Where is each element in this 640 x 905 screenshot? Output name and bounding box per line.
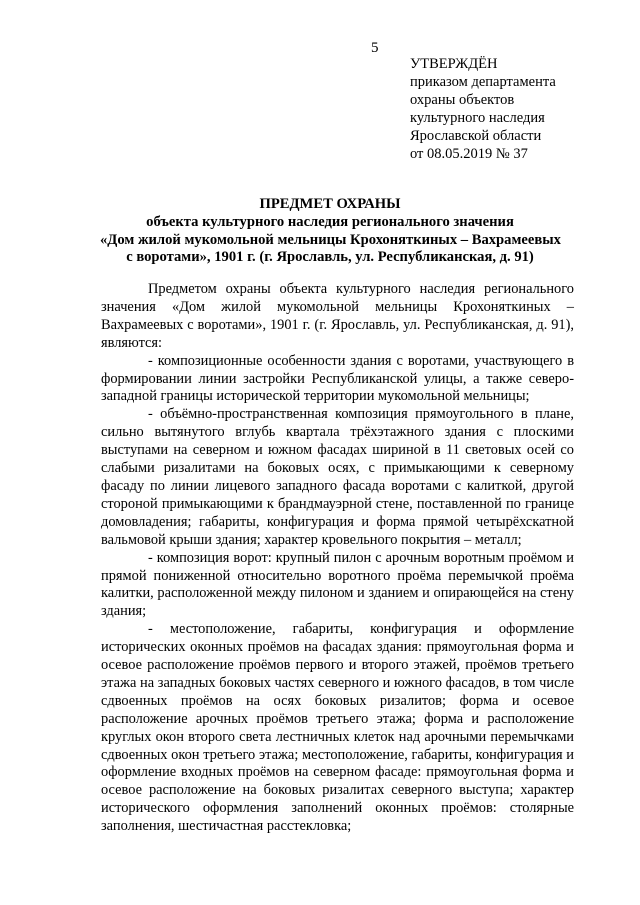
heading-line: объекта культурного наследия регионального значения [146,213,514,230]
approval-line: от 08.05.2019 № 37 [410,146,528,162]
approval-block [410,55,556,163]
approval-line: УТВЕРЖДЁН [410,56,498,72]
approval-line: Ярославской области [410,128,542,144]
list-item: - композиционные особенности здания с воротами, участвующего в формировании линии застройки Республиканской улицы, а также северо-западной границы исторической территории мукомольной мельницы; [101,352,574,405]
heading-line: «Дом жилой мукомольной мельницы Крохоняткиных – Вахрамеевых [100,231,561,248]
intro-paragraph: Предметом охраны объекта культурного наследия регионального значения «Дом жилой мукомольной мельницы Крохоняткиных – Вахрамеевых с воротами», 1901 г. (г. Ярославль, ул. Республиканская, д. 91), являются: [101,281,574,351]
approval-line: приказом департамента [410,74,556,90]
page-number: 5 [371,40,379,56]
list-item: - объёмно-пространственная композиция прямоугольного в плане, сильно вытянутого вглубь квартала трёхэтажного здания с плоскими выступами на северном и южном фасадах шириной в 11 световых осей со слабыми ризалитами на боковых осях, с примыкающими к северному фасаду по линии лицевого западного фасада воротами с калиткой, другой стороной примыкающими к брандмауэрной стене, поставленной по границе домовладения; габариты, конфигурация и форма прямой четырёхскатной вальмовой крыши здания; характер кровельного покрытия – металл; [101,406,574,548]
list-item: - местоположение, габариты, конфигурация и оформление исторических оконных проёмов на фасадах здания: прямоугольная форма и осевое расположение проёмов первого и второго этажей, проёмов третьего этажа на западных боковых частях северного и южного фасадов, в том числе сдвоенных проёмов на осях боковых ризалитов; форма и осевое расположение арочных проёмов третьего этажа; форма и расположение круглых окон второго света лестничных клеток над арочными перемычками сдвоенных окон третьего этажа; местоположение, габариты, конфигурация и оформление входных проёмов на северном фасаде: прямоугольная форма и осевое расположение на боковых ризалитах северного выступа; характер исторического оформления заполнений оконных проёмов: столярные заполнения, шестичастная расстекловка; [101,621,574,835]
approval-line: охраны объектов [410,92,515,108]
list-item: - композиция ворот: крупный пилон с арочным воротным проёмом и прямой пониженной относительно воротного проёма перемычкой проёма калитки, расположенной между пилоном и зданием и опирающейся на стену здания; [101,549,574,620]
document-heading [100,196,560,267]
heading-line: с воротами», 1901 г. (г. Ярославль, ул. Республиканская, д. 91) [126,249,534,266]
document-body [101,281,574,836]
approval-line: культурного наследия [410,110,545,126]
heading-title: ПРЕДМЕТ ОХРАНЫ [259,196,401,212]
